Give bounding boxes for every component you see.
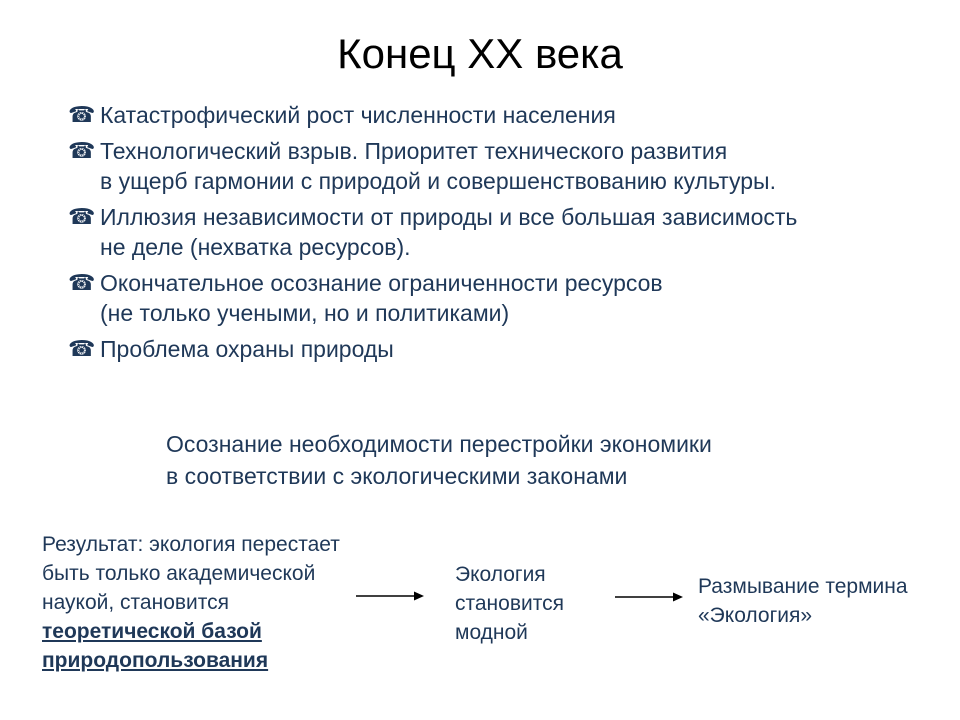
bullet-text-continuation: не деле (нехватка ресурсов). [100, 234, 411, 260]
result-line: наукой, становится [42, 591, 230, 614]
bullet-text: Катастрофический рост численности населения [100, 102, 616, 128]
conclusion-line: Осознание необходимости перестройки экономики [166, 431, 712, 457]
result-line: быть только академической [42, 562, 316, 585]
slide-title: Конец XX века [337, 30, 623, 77]
step-line: модной [455, 621, 528, 644]
step-line: Размывание термина [698, 575, 908, 598]
bullet-list [68, 100, 948, 370]
conclusion-line: в соответствии с экологическими законами [166, 463, 628, 489]
telephone-icon: ☎ [68, 102, 96, 127]
bullet-item [68, 334, 948, 364]
bullet-text: Технологический взрыв. Приоритет технического развития [100, 138, 728, 164]
result-line: Результат: экология перестает [42, 533, 340, 556]
bullet-item [68, 136, 948, 196]
step-term-blurring [698, 572, 908, 630]
bullet-item [68, 268, 948, 328]
bullet-text-continuation: (не только учеными, но и политиками) [100, 300, 510, 326]
bullet-item [68, 202, 948, 262]
bullet-text-continuation: в ущерб гармонии с природой и совершенствованию культуры. [100, 168, 776, 194]
conclusion-text [166, 428, 712, 492]
telephone-icon: ☎ [68, 204, 96, 229]
bullet-text: Окончательное осознание ограниченности ресурсов [100, 270, 663, 296]
step-fashionable [455, 560, 564, 647]
bullet-text: Проблема охраны природы [100, 336, 394, 362]
step-line: Экология [455, 563, 546, 586]
arrow-icon [613, 589, 685, 605]
result-block [42, 530, 392, 675]
telephone-icon: ☎ [68, 270, 96, 295]
telephone-icon: ☎ [68, 336, 96, 361]
step-line: становится [455, 592, 564, 615]
bullet-text: Иллюзия независимости от природы и все большая зависимость [100, 204, 798, 230]
bullet-item [68, 100, 948, 130]
result-emphasis: природопользования [42, 649, 269, 672]
arrow-icon [354, 588, 426, 604]
step-line: «Экология» [698, 604, 813, 627]
result-emphasis: теоретической базой [42, 620, 262, 643]
telephone-icon: ☎ [68, 138, 96, 163]
